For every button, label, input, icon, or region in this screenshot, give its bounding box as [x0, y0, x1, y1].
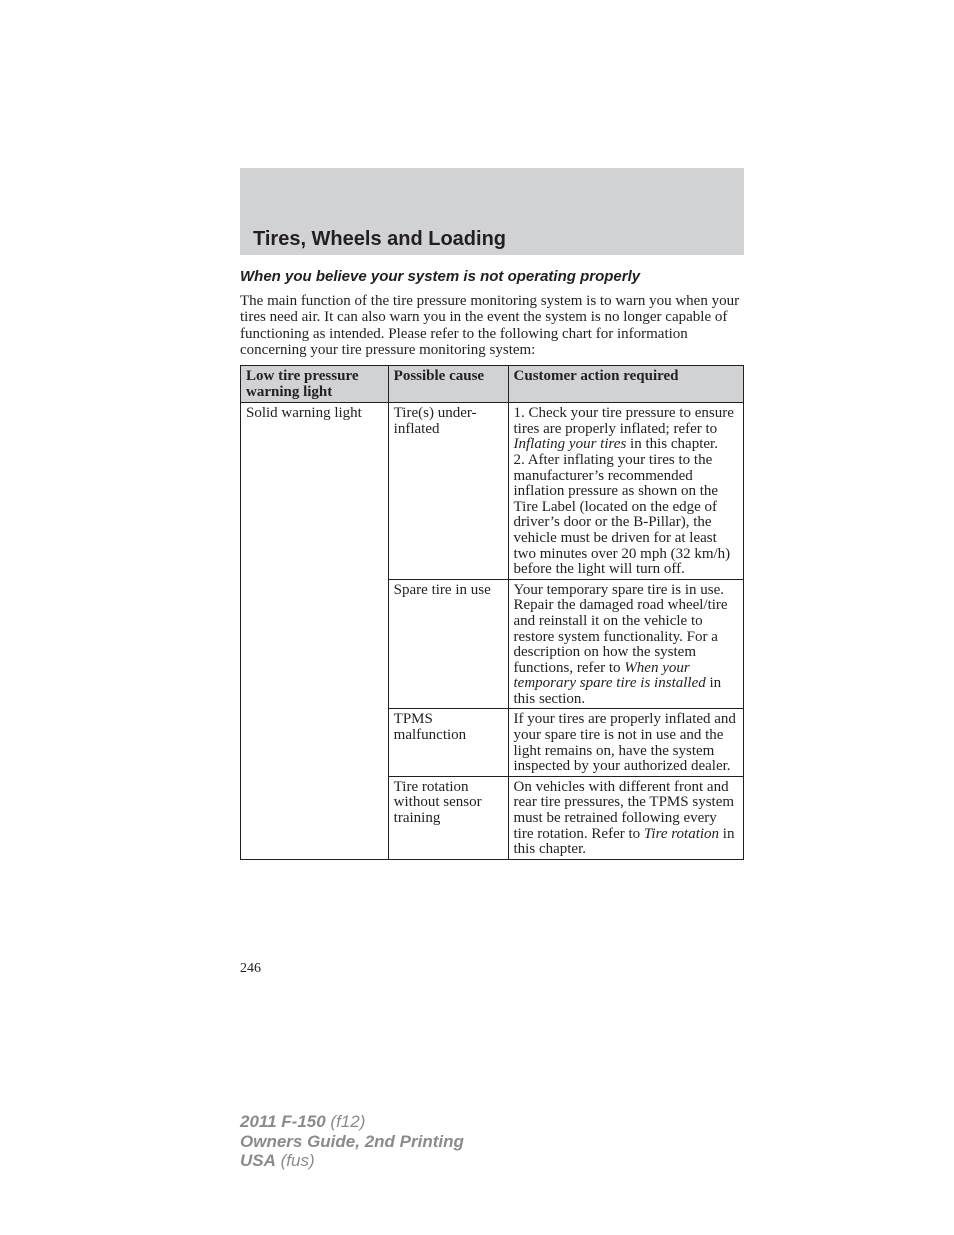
header-possible-cause: Possible cause: [388, 366, 508, 403]
action-cell: If your tires are properly inflated and your spare tire is not in use and the light remains on, have the system inspected by your authorized dealer.: [508, 709, 743, 776]
cause-cell: Tire rotation without sensor training: [388, 776, 508, 859]
action-cell: [508, 579, 743, 709]
action-cell: [508, 403, 743, 580]
footer-market: USA: [240, 1151, 276, 1170]
warning-light-cell: Solid warning light: [241, 403, 389, 860]
cause-cell: Tire(s) under-inflated: [388, 403, 508, 580]
tpms-troubleshooting-table: [240, 365, 744, 860]
cross-reference: Inflating your tires: [513, 436, 627, 453]
table-header-row: [241, 366, 744, 403]
header-warning-light: Low tire pressure warning light: [241, 366, 389, 403]
footer-line: Owners Guide, 2nd Printing: [240, 1131, 464, 1151]
cross-reference: When your temporary spare tire is installed: [513, 659, 706, 692]
footer-model-code: (f12): [325, 1112, 366, 1131]
action-text: in this chapter.: [513, 825, 735, 858]
action-text: 1. Check your tire pressure to ensure tires are properly inflated; refer to: [513, 405, 734, 437]
cause-cell: TPMS malfunction: [388, 709, 508, 776]
footer-line: [240, 1151, 464, 1171]
table-row: [241, 403, 744, 580]
cross-reference: Tire rotation: [643, 825, 720, 842]
footer-model: 2011 F-150: [240, 1112, 326, 1131]
document-footer: [240, 1112, 464, 1171]
action-cell: [508, 776, 743, 859]
action-text: in this section.: [513, 675, 722, 707]
section-title: Tires, Wheels and Loading: [253, 228, 507, 250]
action-text: Your temporary spare tire is in use. Repair the damaged road wheel/tire and reinstall it on the vehicle to restore system functionality. For a description on how the system functions, refer to: [513, 581, 728, 676]
subheading: When you believe your system is not operating properly: [240, 268, 641, 285]
footer-line: [240, 1112, 464, 1132]
section-header-band: [240, 168, 744, 255]
action-text: 2. After inflating your tires to the manufacturer’s recommended inflation pressure as shown on the Tire Label (located on the edge of driver’s door or the B-Pillar), the vehicle must be driven for at least two minutes over 20 mph (32 km/h) before the light will turn off.: [513, 451, 731, 578]
action-text: On vehicles with different front and rear tire pressures, the TPMS system must be retrained following every tire rotation. Refer to: [513, 778, 735, 842]
intro-paragraph: The main function of the tire pressure monitoring system is to warn you when your tires need air. It can also warn you in the event the system is no longer capable of functioning as intended. Please refer to the following chart for information concerning your tire pressure monitoring system:: [240, 293, 740, 358]
footer-market-code: (fus): [275, 1151, 315, 1170]
action-text: in this chapter.: [626, 436, 718, 453]
header-customer-action: Customer action required: [508, 366, 743, 403]
cause-cell: Spare tire in use: [388, 579, 508, 709]
page-number: 246: [240, 961, 261, 976]
